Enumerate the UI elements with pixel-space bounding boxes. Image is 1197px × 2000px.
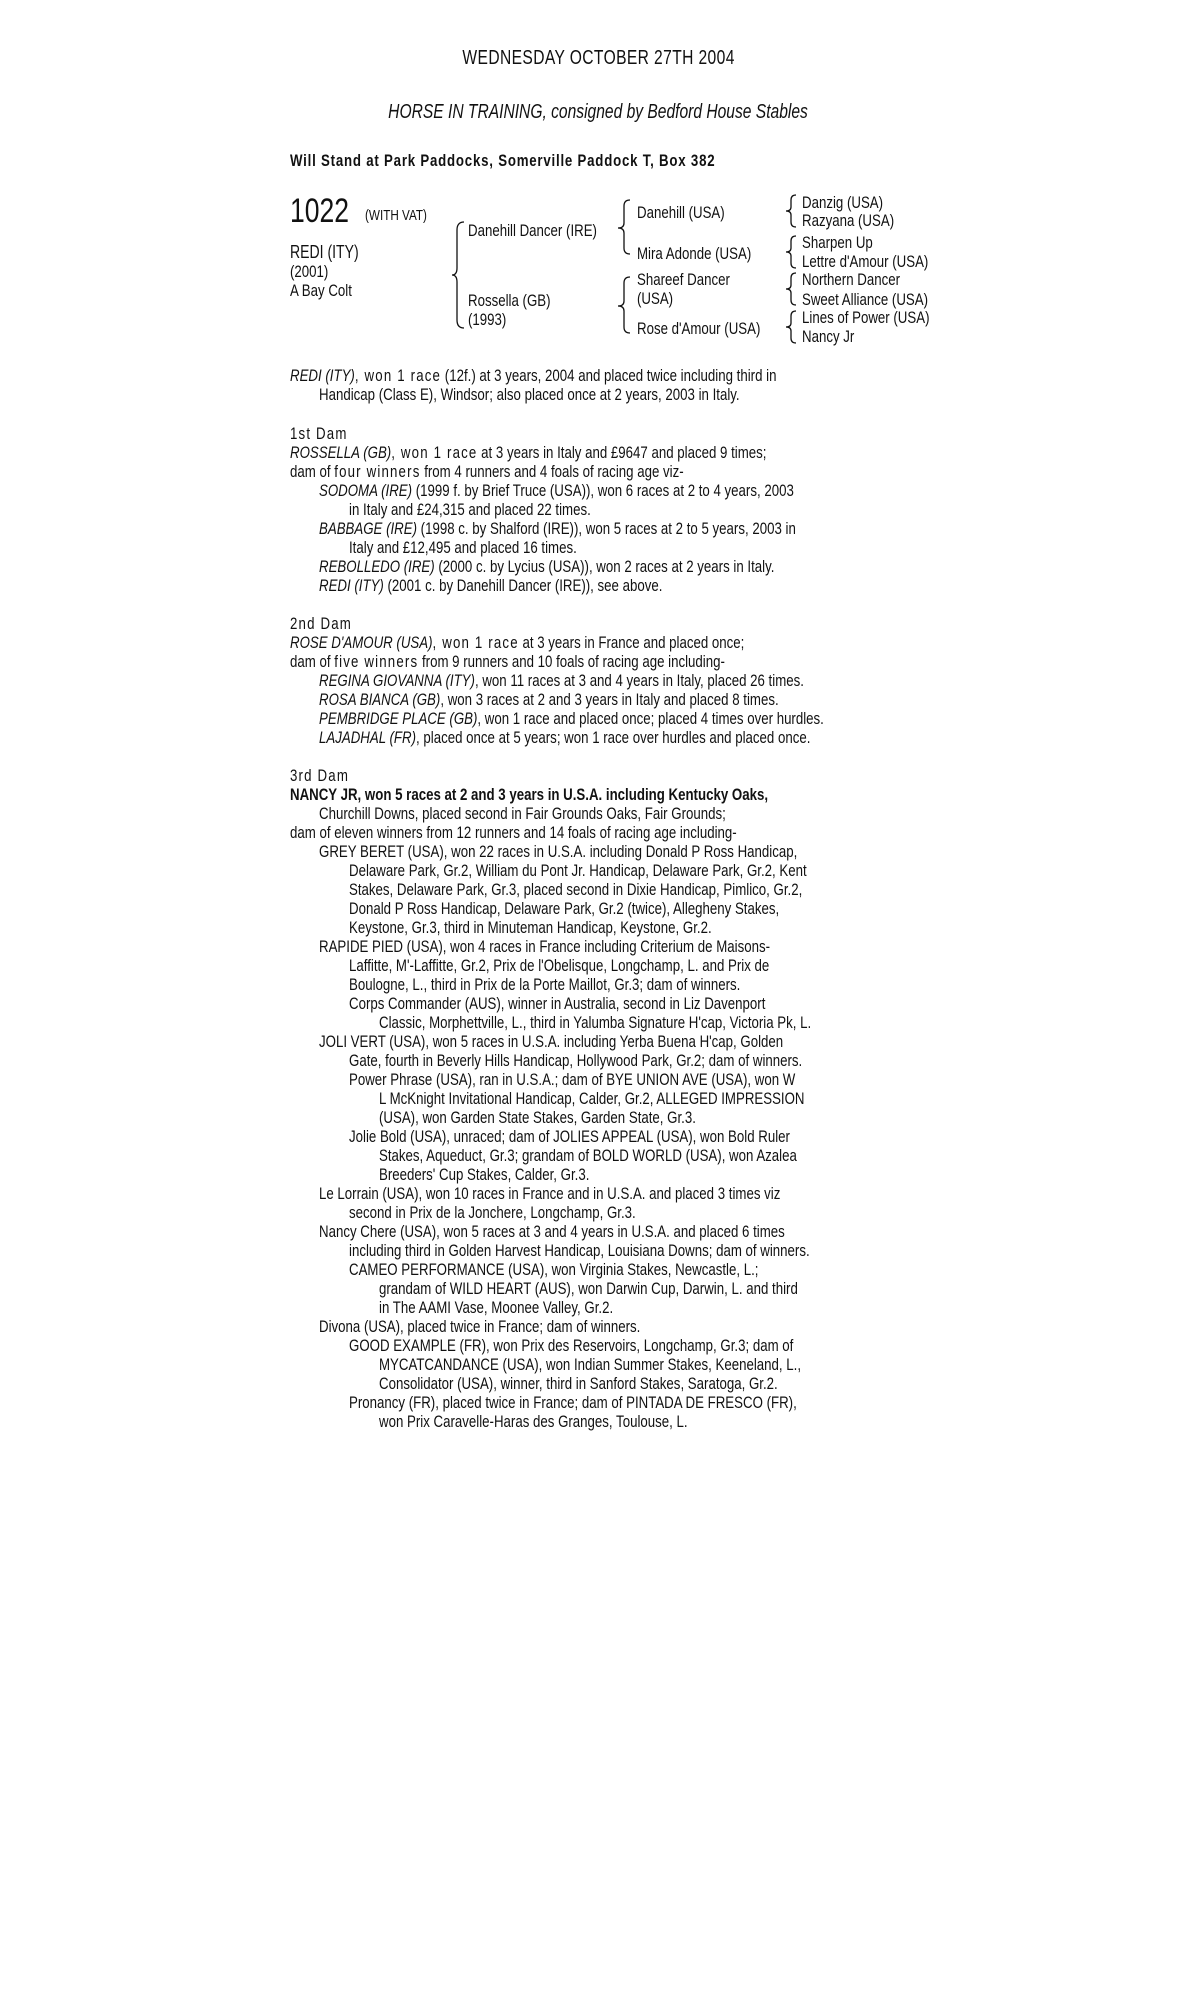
third-dam-line: NANCY JR, won 5 races at 2 and 3 years in U.S.A. including Kentucky Oaks, [290,785,769,804]
third-dam-line: won Prix Caravelle-Haras des Granges, Toulouse, L. [379,1412,688,1431]
lot-number: 1022 [290,192,349,230]
pedigree-sds: Sharpen Up [802,233,873,252]
third-dam-line: MYCATCANDANCE (USA), won Indian Summer Stakes, Keeneland, L., [379,1355,802,1374]
third-dam-line: dam of eleven winners from 12 runners and 14 foals of racing age including- [290,823,737,842]
vat-note: (WITH VAT) [365,207,427,224]
second-dam-line-4: ROSA BIANCA (GB), won 3 races at 2 and 3 years in Italy and placed 8 times. [319,690,779,709]
third-dam-line: (USA), won Garden State Stakes, Garden State, Gr.3. [379,1108,696,1127]
second-dam-line-6: LAJADHAL (FR), placed once at 5 years; won 1 race over hurdles and placed once. [319,728,811,747]
intro-line-1: REDI (ITY), won 1 race (12f.) at 3 years, 2004 and placed twice including third in [290,366,777,385]
third-dam-line: GOOD EXAMPLE (FR), won Prix des Reservoirs, Longchamp, Gr.3; dam of [349,1336,794,1355]
third-dam-line: Churchill Downs, placed second in Fair Grounds Oaks, Fair Grounds; [319,804,726,823]
pedigree-brace-ss [786,193,798,229]
pedigree-dam-sire-suffix: (USA) [637,289,674,308]
third-dam-line: grandam of WILD HEART (AUS), won Darwin Cup, Darwin, L. and third [379,1279,798,1298]
pedigree-ddd: Nancy Jr [802,327,855,346]
first-dam-line-3: SODOMA (IRE) (1999 f. by Brief Truce (USA)), won 6 races at 2 to 4 years, 2003 [319,481,794,500]
third-dam-line: Delaware Park, Gr.2, William du Pont Jr. Handicap, Delaware Park, Gr.2, Kent [349,861,807,880]
third-dam-line: Classic, Morphettville, L., third in Yalumba Signature H'cap, Victoria Pk, L. [379,1013,812,1032]
third-dam-line: RAPIDE PIED (USA), won 4 races in France including Criterium de Maisons- [319,937,770,956]
pedigree-sire: Danehill Dancer (IRE) [468,221,597,240]
third-dam-line: in The AAMI Vase, Moonee Valley, Gr.2. [379,1298,614,1317]
third-dam-line: Stakes, Delaware Park, Gr.3, placed second in Dixie Handicap, Pimlico, Gr.2, [349,880,803,899]
third-dam-line: JOLI VERT (USA), won 5 races in U.S.A. including Yerba Buena H'cap, Golden [319,1032,784,1051]
pedigree-brace-ds [786,271,798,307]
third-dam-line: Laffitte, M'-Laffitte, Gr.2, Prix de l'Obelisque, Longchamp, L. and Prix de [349,956,770,975]
pedigree-sire-sire: Danehill (USA) [637,203,725,222]
third-dam-line: Jolie Bold (USA), unraced; dam of JOLIES APPEAL (USA), won Bold Ruler [349,1127,790,1146]
third-dam-line: Consolidator (USA), winner, third in Sanford Stakes, Saratoga, Gr.2. [379,1374,778,1393]
third-dam-line: Nancy Chere (USA), won 5 races at 3 and 4 years in U.S.A. and placed 6 times [319,1222,785,1241]
third-dam-line: Breeders' Cup Stakes, Calder, Gr.3. [379,1165,590,1184]
pedigree-ssd: Razyana (USA) [802,211,895,230]
pedigree-dss: Northern Dancer [802,270,901,289]
intro-line-2: Handicap (Class E), Windsor; also placed once at 2 years, 2003 in Italy. [319,385,740,404]
first-dam-line-6: Italy and £12,495 and placed 16 times. [349,538,577,557]
second-dam-line-5: PEMBRIDGE PLACE (GB), won 1 race and placed once; placed 4 times over hurdles. [319,709,824,728]
pedigree-sire-dam: Mira Adonde (USA) [637,244,752,263]
third-dam-line: including third in Golden Harvest Handicap, Louisiana Downs; dam of winners. [349,1241,810,1260]
second-dam-line-1: ROSE D'AMOUR (USA), won 1 race at 3 years in France and placed once; [290,633,745,652]
pedigree-dam-sire: Shareef Dancer [637,270,730,289]
first-dam-heading: 1st Dam [290,424,348,443]
third-dam-line: Divona (USA), placed twice in France; dam of winners. [319,1317,641,1336]
third-dam-line: L McKnight Invitational Handicap, Calder, Gr.2, ALLEGED IMPRESSION [379,1089,805,1108]
first-dam-line-4: in Italy and £24,315 and placed 22 times. [349,500,591,519]
third-dam-line: CAMEO PERFORMANCE (USA), won Virginia Stakes, Newcastle, L.; [349,1260,759,1279]
third-dam-line: Pronancy (FR), placed twice in France; dam of PINTADA DE FRESCO (FR), [349,1393,797,1412]
third-dam-heading: 3rd Dam [290,766,350,785]
first-dam-line-5: BABBAGE (IRE) (1998 c. by Shalford (IRE)), won 5 races at 2 to 5 years, 2003 in [319,519,796,538]
first-dam-line-7: REBOLLEDO (IRE) (2000 c. by Lycius (USA)), won 2 races at 2 years in Italy. [319,557,775,576]
third-dam-line: Donald P Ross Handicap, Delaware Park, Gr.2 (twice), Allegheny Stakes, [349,899,780,918]
horse-name: REDI (ITY) [290,242,359,262]
pedigree-sss: Danzig (USA) [802,193,884,212]
pedigree-sdd: Lettre d'Amour (USA) [802,252,929,271]
third-dam-line: GREY BERET (USA), won 22 races in U.S.A. including Donald P Ross Handicap, [319,842,798,861]
third-dam-line: Power Phrase (USA), ran in U.S.A.; dam of BYE UNION AVE (USA), won W [349,1070,796,1089]
second-dam-line-2: dam of five winners from 9 runners and 10 foals of racing age including- [290,652,725,671]
location-line: Will Stand at Park Paddocks, Somerville Paddock T, Box 382 [290,151,716,170]
third-dam-line: Boulogne, L., third in Prix de la Porte Maillot, Gr.3; dam of winners. [349,975,741,994]
second-dam-heading: 2nd Dam [290,614,352,633]
pedigree-dam: Rossella (GB) [468,291,551,310]
pedigree-dam-dam: Rose d'Amour (USA) [637,319,761,338]
sale-date: WEDNESDAY OCTOBER 27TH 2004 [462,47,735,69]
pedigree-dds: Lines of Power (USA) [802,308,930,327]
pedigree-brace-gen1 [452,220,466,330]
horse-year: (2001) [290,262,329,281]
pedigree-dsd: Sweet Alliance (USA) [802,290,929,309]
first-dam-line-1: ROSSELLA (GB), won 1 race at 3 years in Italy and £9647 and placed 9 times; [290,443,767,462]
third-dam-line: Stakes, Aqueduct, Gr.3; grandam of BOLD WORLD (USA), won Azalea [379,1146,797,1165]
third-dam-line: Corps Commander (AUS), winner in Australia, second in Liz Davenport [349,994,766,1013]
horse-description: A Bay Colt [290,281,352,300]
lot-number-block [290,192,366,231]
third-dam-line: Gate, fourth in Beverly Hills Handicap, Hollywood Park, Gr.2; dam of winners. [349,1051,803,1070]
first-dam-line-2: dam of four winners from 4 runners and 4 foals of racing age viz- [290,462,684,481]
consignment-line: HORSE IN TRAINING, consigned by Bedford House Stables [388,101,809,123]
third-dam-line: second in Prix de la Jonchere, Longchamp, Gr.3. [349,1203,636,1222]
third-dam-line: Le Lorrain (USA), won 10 races in France and in U.S.A. and placed 3 times viz [319,1184,781,1203]
third-dam-line: Keystone, Gr.3, third in Minuteman Handicap, Keystone, Gr.2. [349,918,712,937]
pedigree-dam-year: (1993) [468,310,507,329]
pedigree-brace-sd [786,234,798,270]
first-dam-line-8: REDI (ITY) (2001 c. by Danehill Dancer (IRE)), see above. [319,576,663,595]
second-dam-line-3: REGINA GIOVANNA (ITY), won 11 races at 3 and 4 years in Italy, placed 26 times. [319,671,804,690]
pedigree-brace-dam [618,275,632,337]
